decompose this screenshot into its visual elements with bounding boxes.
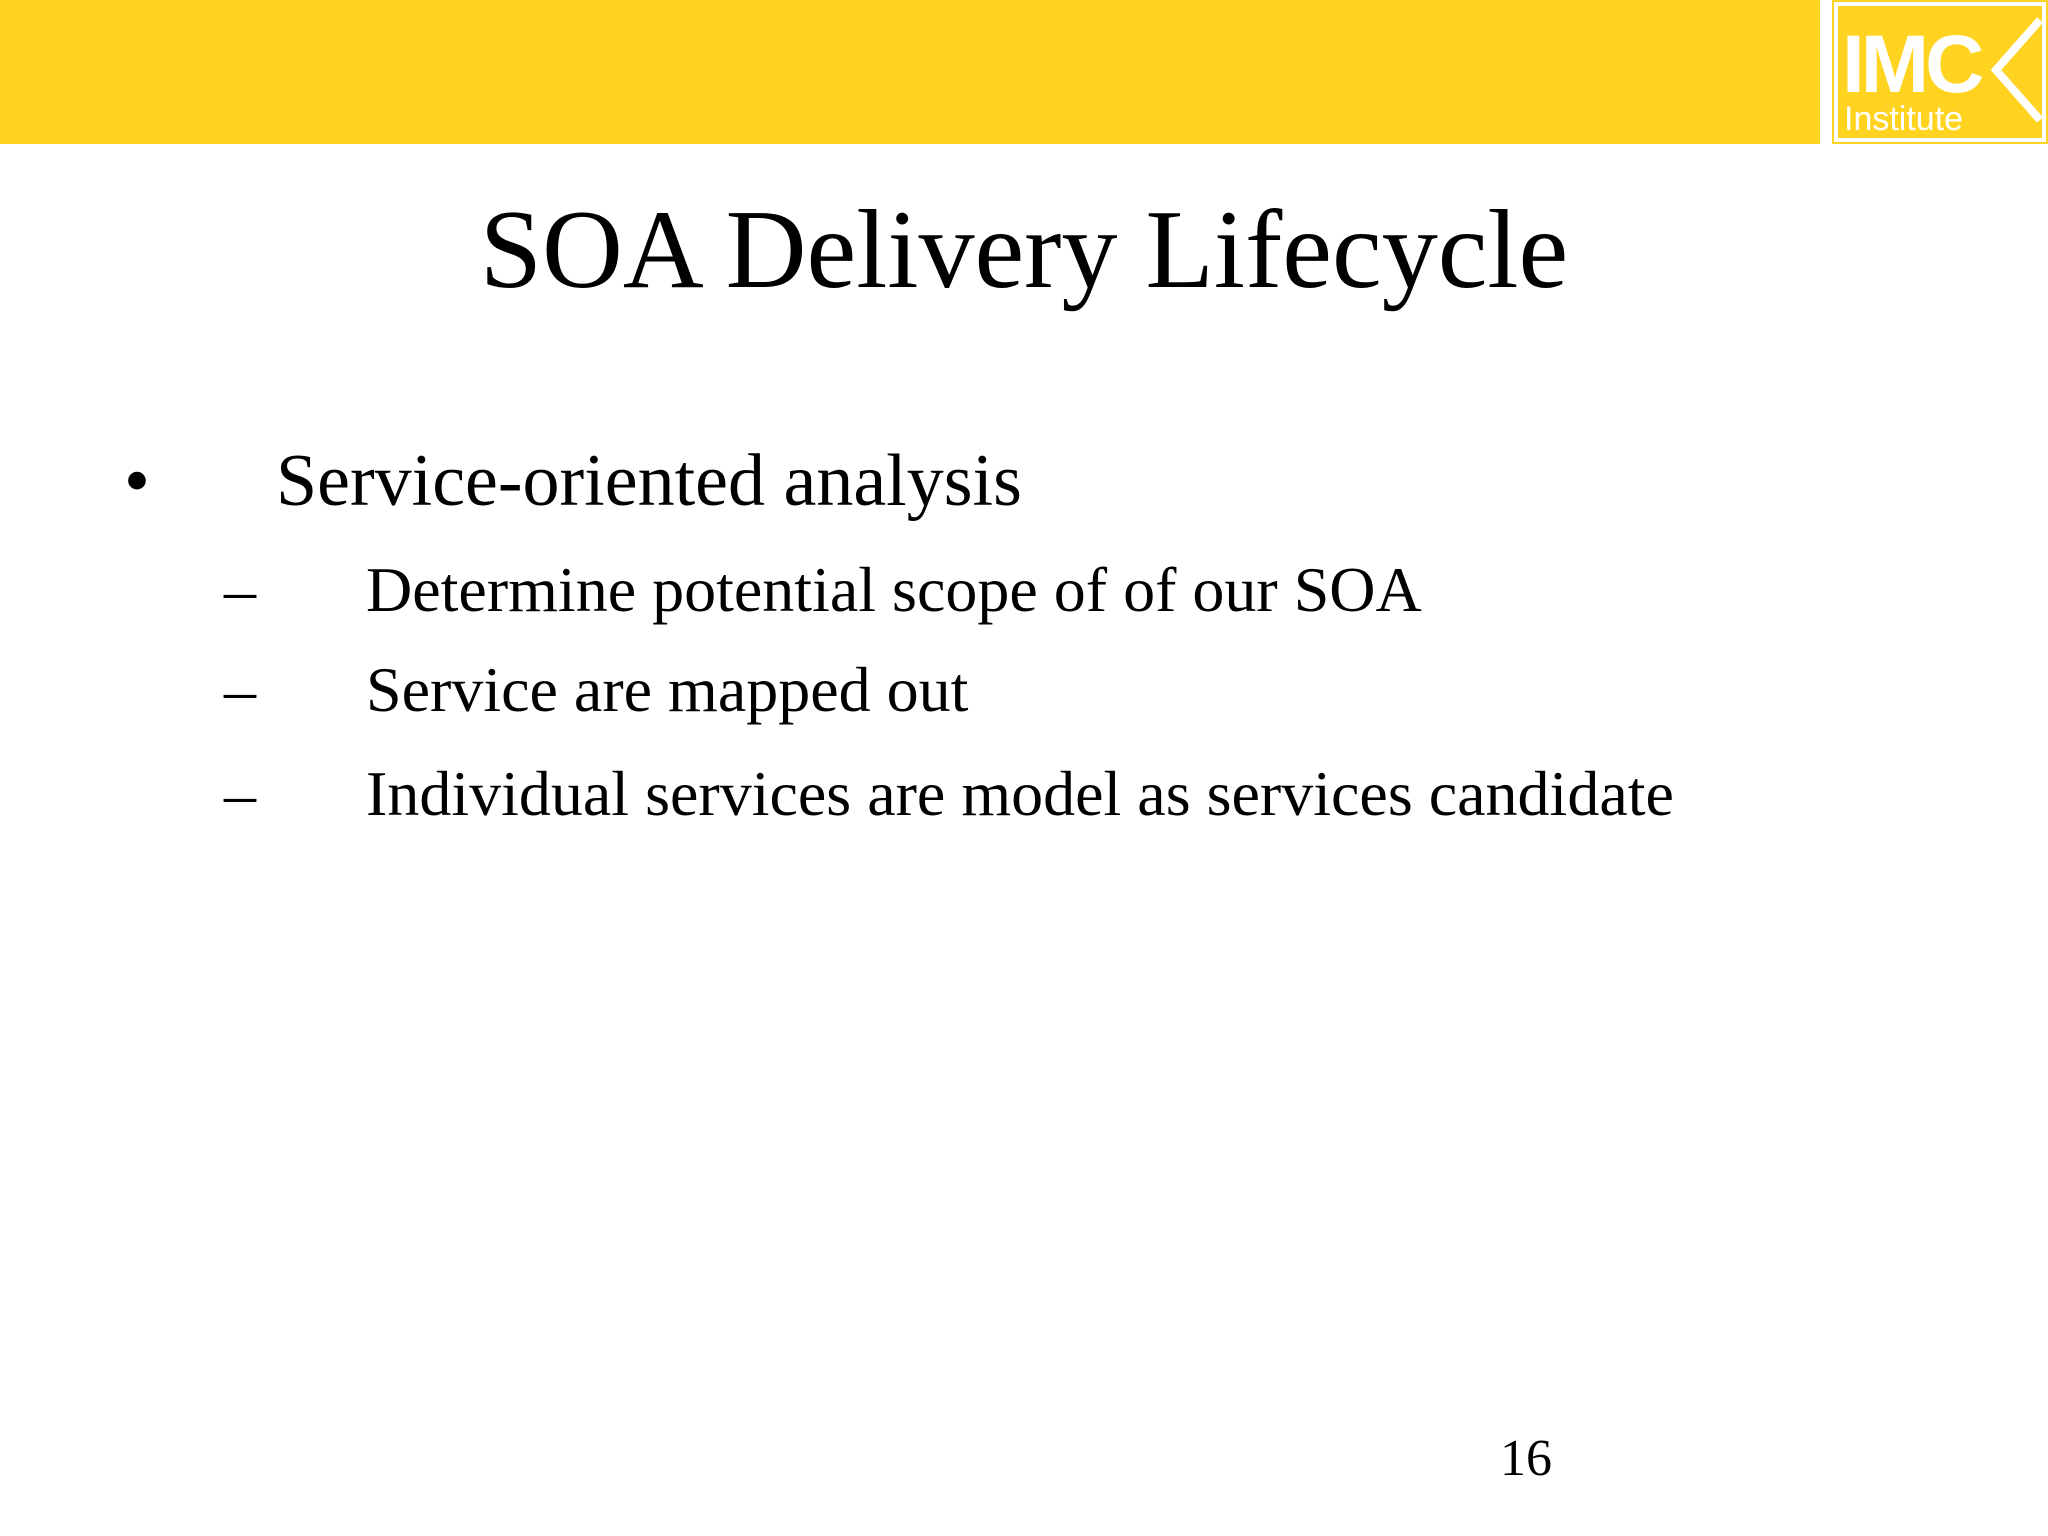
sub-item-dash: – — [224, 654, 256, 725]
slide-title: SOA Delivery Lifecycle — [479, 188, 1569, 312]
bullet-text: Service-oriented analysis — [276, 440, 1022, 522]
page-number: 16 — [1500, 1430, 1552, 1487]
logo-main-text: IMC — [1842, 19, 1981, 110]
imc-institute-logo — [1832, 0, 2048, 144]
sub-item-dash: – — [224, 554, 256, 625]
sub-item-text: Individual services are model as services candidate — [366, 758, 1674, 829]
bullet-symbol: • — [124, 440, 150, 522]
sub-item-text: Service are mapped out — [366, 654, 969, 725]
sub-item — [224, 744, 1924, 844]
sub-item-dash: – — [224, 758, 256, 829]
sub-item-text: Determine potential scope of of our SOA — [366, 554, 1422, 625]
sub-item — [224, 640, 1924, 740]
top-yellow-band — [0, 0, 1820, 144]
sub-item — [224, 540, 1924, 640]
logo-sub-text: Institute — [1844, 100, 1964, 138]
